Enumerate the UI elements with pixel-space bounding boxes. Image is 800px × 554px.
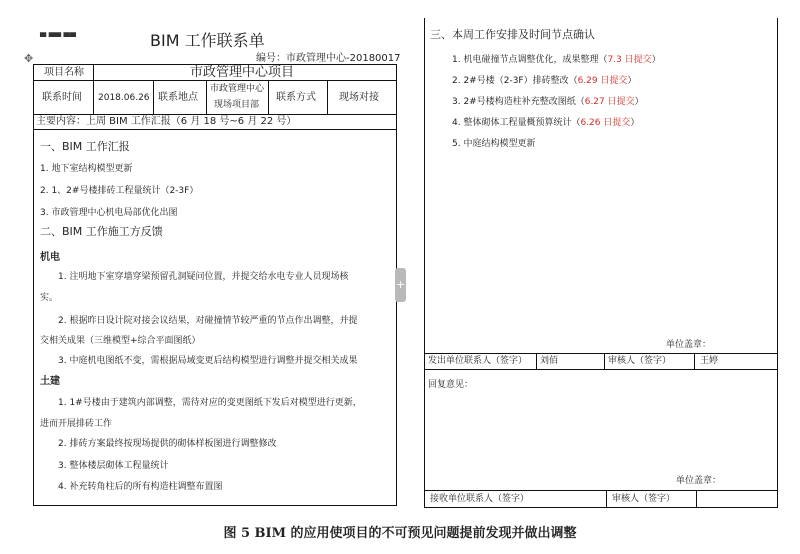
form-title-main: IM 工作联系单 [160,31,265,50]
col-divider [694,353,695,369]
figure-caption: 图 5 BIM 的应用使项目的不可预见问题提前发现并做出调整 [223,526,577,541]
plan-item-5: 5. 中庭结构模型更新 [452,139,536,149]
section-1-item: 2. 1、2#号楼排砖工程量统计（2-3F） [40,186,199,196]
plan-item-2: 2. 2#号楼（2-3F）排砖整改（6.29 日提交） [452,76,637,86]
project-name-value: 市政管理中心项目 [190,65,295,80]
form-title-prefix: B [150,31,161,50]
col-divider [536,353,537,369]
civil-item-3: 3. 整体楼层砌体工程量统计 [58,461,169,471]
due-date: 7.3 日提交 [607,55,652,65]
due-date: 6.27 日提交 [584,97,635,107]
seal-label-receiver: 单位盖章： [676,476,722,486]
row-divider [424,369,778,370]
section-2-title: 二、BIM 工作施工方反馈 [40,225,163,238]
move-handle-icon[interactable]: ✥ [24,52,34,65]
seal-label-sender: 单位盖章： [666,340,712,350]
mep-item-2-cont: 交相关成果（三维模型+综合平面图纸） [40,336,201,346]
plan-item-3: 3. 2#号楼构造柱补充整改图纸（6.27 日提交） [452,97,644,107]
due-date: 6.26 日提交 [580,118,631,128]
section-1-item: 3. 市政管理中心机电局部优化出图 [40,208,178,218]
contact-place-label: 联系地点 [158,92,198,103]
contact-method-label: 联系方式 [276,92,316,103]
section-1-item: 1. 地下室结构模型更新 [40,164,133,174]
scan-marks: ▄ ▄▄ ▄▄ [40,28,76,37]
right-form-table [424,18,778,508]
col-divider [696,490,697,508]
civil-item-2: 2. 排砖方案最终按现场提供的砌体样板图进行调整修改 [58,439,277,449]
contact-place-value-1: 市政管理中心 [210,84,265,94]
col-divider [606,490,607,508]
doc-number-value: 市政管理中心-20180017 [286,53,401,64]
sender-contact-name: 刘佰 [540,356,559,366]
main-content: 主要内容：上周 BIM 工作汇报（6 月 18 号~6 月 22 号） [36,116,297,127]
doc-number-label: 编号： [256,53,286,64]
plan-item-1: 1. 机电碰撞节点调整优化，成果整理（7.3 日提交） [452,55,661,65]
expand-handle-icon[interactable]: + [395,268,406,302]
reviewer-name-1: 王婷 [700,356,719,366]
reviewer-label-2: 审核人（签字） [612,494,676,504]
col-divider [604,353,605,369]
row-divider [424,353,778,354]
civil-item-1-cont: 进而开展排砖工作 [40,419,113,429]
mep-item-1: 1. 注明地下室穿墙穿梁预留孔洞疑问位置，并提交给水电专业人员现场核 [58,272,349,282]
sender-contact-label: 发出单位联系人（签字） [428,356,528,366]
section-1-title: 一、BIM 工作汇报 [40,140,130,153]
mep-item-1-cont: 实。 [40,293,59,303]
section-3-title: 三、本周工作安排及时间节点确认 [430,28,595,41]
civil-heading: 土建 [40,376,60,387]
civil-item-4: 4. 补充转角柱后的所有构造柱调整布置图 [58,482,223,492]
contact-time-value: 2018.06.26 [98,93,150,103]
reply-opinion-label: 回复意见： [428,380,474,390]
plan-item-4: 4. 整体砌体工程量概预算统计（6.26 日提交） [452,118,640,128]
mep-item-2: 2. 根据昨日设计院对接会议结果，对碰撞情节较严重的节点作出调整，并提 [58,316,358,326]
mep-item-3: 3. 中庭机电图纸不变，需根据局域变更后结构模型进行调整并提交相关成果 [58,356,358,366]
due-date: 6.29 日提交 [577,76,628,86]
contact-place-value-2: 现场项目部 [214,100,260,110]
row-divider [424,490,778,491]
contact-time-label: 联系时间 [42,92,82,103]
civil-item-1: 1. 1#号楼由于建筑内部调整，需待对应的变更图纸下发后对模型进行更新， [58,398,362,408]
receiver-contact-label: 接收单位联系人（签字） [430,494,530,504]
mep-heading: 机电 [40,252,60,263]
reviewer-label-1: 审核人（签字） [608,356,672,366]
contact-method-value: 现场对接 [339,92,379,103]
project-name-label: 项目名称 [44,67,84,78]
